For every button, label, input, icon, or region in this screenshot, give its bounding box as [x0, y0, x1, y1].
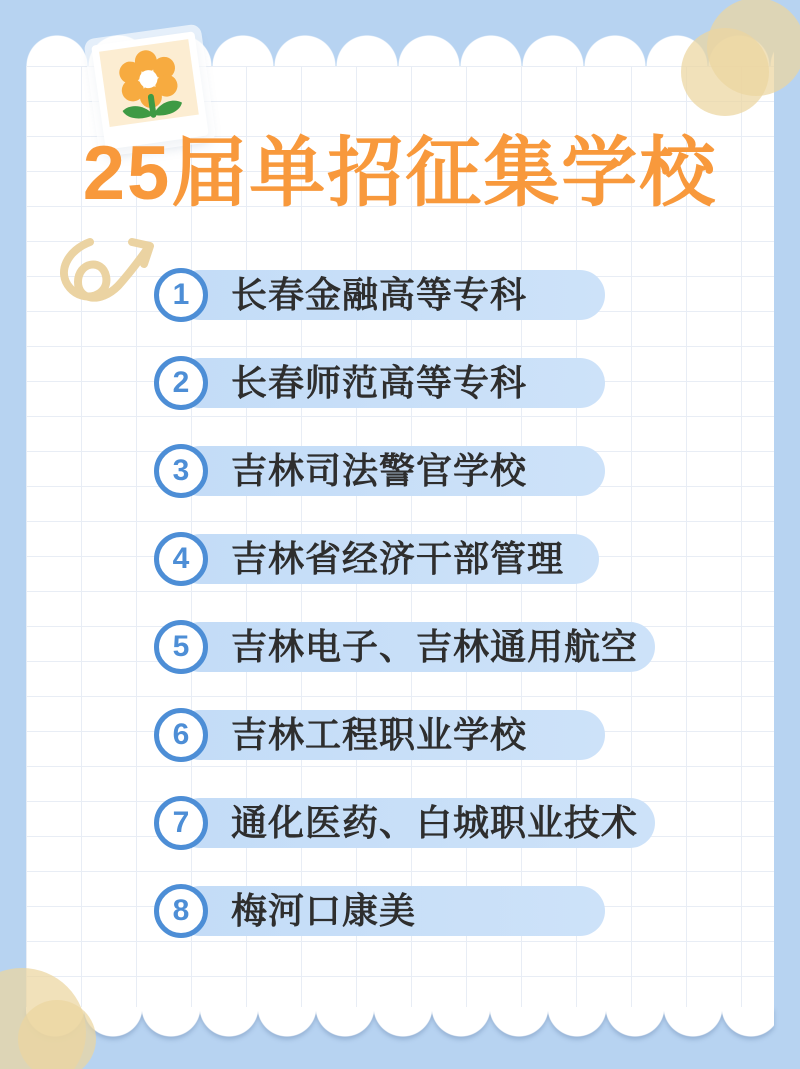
poster-title: 25届单招征集学校	[82, 131, 718, 216]
number-badge: 3	[154, 444, 208, 498]
number-badge: 6	[154, 708, 208, 762]
school-name: 通化医药、白城职业技术	[175, 798, 655, 848]
number-badge: 8	[154, 884, 208, 938]
school-name: 吉林司法警官学校	[175, 446, 605, 496]
flower-photo	[99, 39, 199, 127]
school-name: 吉林省经济干部管理	[175, 534, 599, 584]
tan-circle-top-right-small	[681, 28, 769, 116]
school-name: 长春金融高等专科	[175, 270, 605, 320]
number-badge: 1	[154, 268, 208, 322]
number-badge: 7	[154, 796, 208, 850]
number-badge: 4	[154, 532, 208, 586]
tan-circle-bottom-left-small	[18, 1000, 96, 1069]
school-name: 吉林工程职业学校	[175, 710, 605, 760]
school-name: 吉林电子、吉林通用航空	[175, 622, 655, 672]
flower-icon	[107, 44, 192, 126]
number-badge: 5	[154, 620, 208, 674]
card-scallop-bottom-edge	[26, 1007, 774, 1037]
number-badge: 2	[154, 356, 208, 410]
school-name: 长春师范高等专科	[175, 358, 605, 408]
school-name: 梅河口康美	[175, 886, 605, 936]
